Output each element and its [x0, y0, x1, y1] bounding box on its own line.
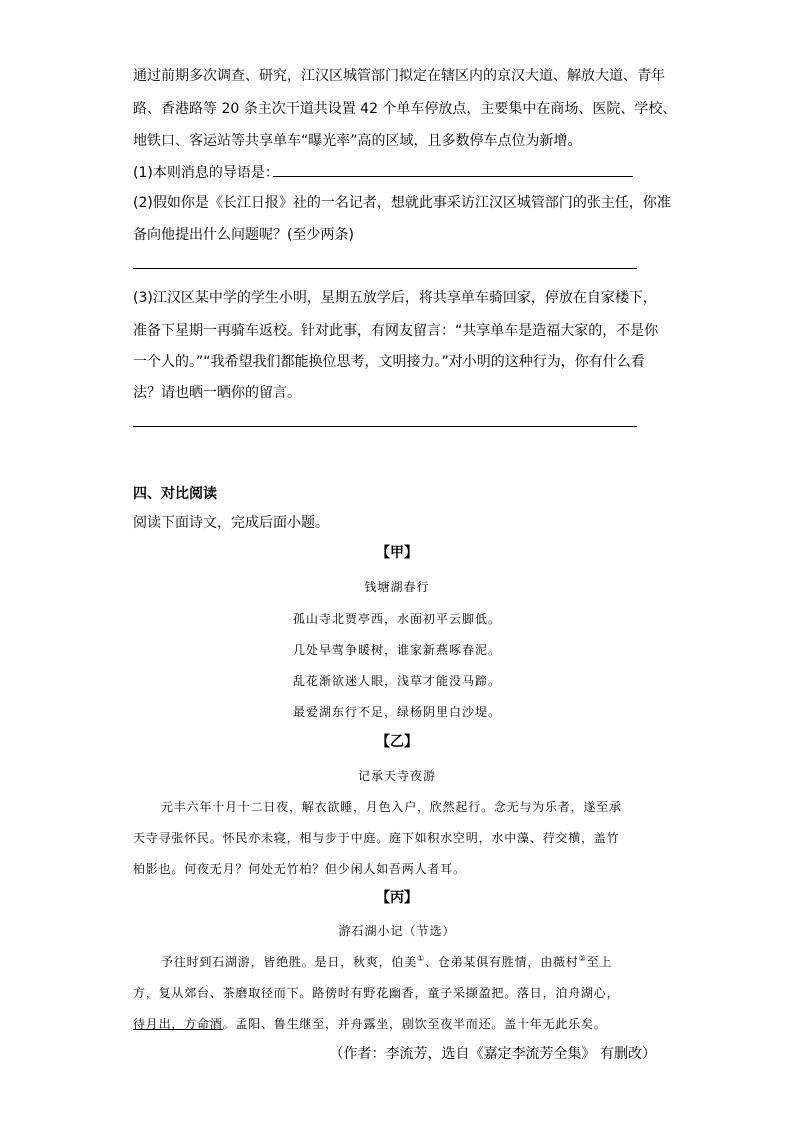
essay-text: 予往时到石湖游，皆绝胜。是日，秋爽，伯美 [161, 955, 418, 969]
essay-title: 游石湖小记（节选） [338, 924, 456, 938]
essay-line: 方，复从郊台、茶磨取径而下。路傍时有野花幽香，童子采撷盈把。落日，泊舟湖心， [133, 986, 620, 1000]
essay-text: 。孟阳、鲁生继至，并舟露坐，剧饮至夜半而还。盖十年无此乐矣。 [222, 1017, 607, 1031]
underlined-sentence: 待月出，方命酒 [133, 1017, 223, 1031]
text-label-bing: 【丙】 [376, 890, 418, 906]
footnote-marker: ① [417, 954, 425, 963]
section-heading: 四、对比阅读 [133, 486, 217, 502]
source-citation: （作者：李流芳，选自《嘉定李流芳全集》 有删改） [329, 1046, 656, 1062]
text-label-yi: 【乙】 [376, 734, 418, 750]
essay-text: 至上 [586, 955, 613, 969]
paragraph-line: 路、香港路等 20 条主次干道共设置 42 个单车停放点，主要集中在商场、医院、学校、 [133, 101, 677, 117]
essay-title: 记承天寺夜游 [357, 769, 436, 783]
footnote-marker: ② [578, 954, 587, 963]
question-3-line: (3)江汉区某中学的学生小明，星期五放学后，将共享单车骑回家，停放在自家楼下， [133, 290, 657, 306]
poem-line: 孤山寺北贾亭西，水面初平云脚低。 [292, 612, 501, 626]
poem-title: 钱塘湖春行 [364, 580, 430, 594]
poem-line: 最爱湖东行不足，绿杨阴里白沙堤。 [292, 705, 501, 719]
answer-blank-1[interactable] [273, 176, 633, 177]
question-1: (1)本则消息的导语是： [133, 165, 279, 181]
answer-blank-2[interactable] [133, 268, 637, 269]
poem-line: 几处早莺争暖树，谁家新燕啄春泥。 [292, 643, 501, 657]
question-2-line: (2)假如你是《长江日报》社的一名记者，想就此事采访江汉区城管部门的张主任，你准 [133, 195, 671, 211]
paragraph-line: 地铁口、客运站等共享单车“曝光率”高的区域，且多数停车点位为新增。 [133, 133, 582, 149]
question-3-line: 准备下星期一再骑车返校。针对此事，有网友留言：“共享单车是造福大家的，不是你 [133, 323, 659, 339]
essay-line: 元丰六年十月十二日夜，解衣欲睡，月色入户，欣然起行。念无与为乐者，遂至承 [161, 800, 622, 814]
essay-line: 柏影也。何夜无月？何处无竹柏？但少闲人如吾两人者耳。 [133, 862, 466, 876]
essay-text: 、仓弟某俱有胜情，由薇村 [425, 955, 579, 969]
text-label-jia: 【甲】 [376, 545, 418, 561]
essay-line: 天寺寻张怀民。怀民亦未寝，相与步于中庭。庭下如积水空明，水中藻、荇交横，盖竹 [133, 831, 620, 845]
instruction: 阅读下面诗文，完成后面小题。 [133, 515, 329, 531]
question-2-line: 备向他提出什么问题呢？(至少两条) [133, 227, 354, 243]
paragraph-line: 通过前期多次调查、研究，江汉区城管部门拟定在辖区内的京汉大道、解放大道、青年 [133, 68, 665, 84]
essay-line [133, 1014, 607, 1034]
poem-line: 乱花渐欲迷人眼，浅草才能没马蹄。 [292, 674, 501, 688]
essay-line [161, 952, 612, 972]
question-3-line: 法？请也晒一晒你的留言。 [133, 385, 301, 401]
answer-blank-3[interactable] [133, 426, 637, 427]
question-3-line: 一个人的。”“我希望我们都能换位思考，文明接力。”对小明的这种行为，你有什么看 [133, 354, 645, 370]
